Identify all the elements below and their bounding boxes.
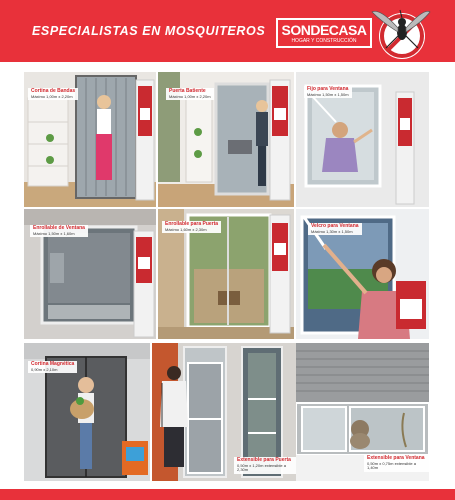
page-title: ESPECIALISTAS EN MOSQUITEROS [32,24,266,38]
product-label: Puerta Batiente Máximo 1,00m x 2,20m [166,88,214,100]
product-panel-cortina-magnetica[interactable] [24,343,150,481]
product-panel-cortina-bandas[interactable] [24,72,156,207]
product-label: Enrollable de Ventana Máximo 1,50m x 1,60m [30,225,88,237]
product-panel-enrollable-ventana[interactable] [24,209,156,339]
product-label: Extensible para Ventana 0,50m x 0,75m extensible a 1,40m [364,455,429,472]
product-panel-puerta-batiente[interactable] [158,72,294,207]
product-panel-extensible-puerta[interactable] [152,343,296,481]
product-label: Cortina Magnética 0,90m x 2,10m [28,361,77,373]
product-panel-fijo-ventana[interactable] [296,72,429,207]
product-label: Enrollable para Puerta Máximo 1,60m x 2,30m [162,221,221,233]
product-label: Fijo para Ventana Máximo 1,50m x 1,50m [304,86,352,98]
header-banner [0,0,455,62]
product-label: Extensible para Puerta 0,50m x 1,20m extensible a 2,30m [234,457,296,474]
brand-logo [276,18,372,48]
no-mosquito-icon [364,2,434,64]
product-label: Cortina de Bandas Máximo 1,00m x 2,20m [28,88,78,100]
product-panel-enrollable-puerta[interactable] [158,209,294,339]
product-panel-velcro-ventana[interactable] [296,209,429,339]
product-panel-extensible-ventana[interactable] [296,343,429,481]
footer-bar [0,489,455,500]
brand-name: SONDECASA [281,22,367,38]
product-label: Velcro para Ventana Máximo 1,30m x 1,50m [308,223,362,235]
brand-tagline: HOGAR Y CONSTRUCCIÓN [291,38,357,44]
